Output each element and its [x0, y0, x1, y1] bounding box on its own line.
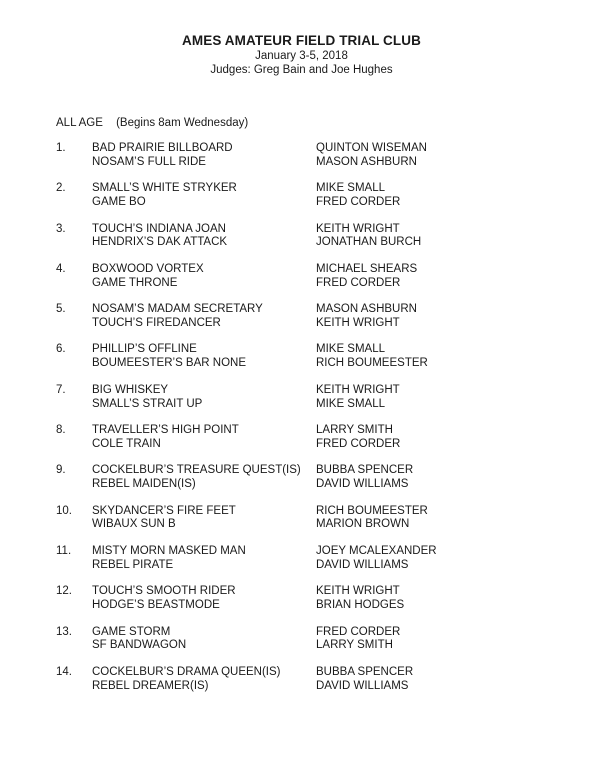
brace-number: 1. [56, 142, 66, 154]
dog-name: BIG WHISKEY [92, 383, 169, 396]
dog-name: TRAVELLER’S HIGH POINT [92, 424, 239, 437]
brace-number: 13. [56, 625, 72, 638]
dog-name: TOUCH’S FIREDANCER [92, 316, 221, 329]
brace-handlers [316, 223, 421, 251]
brace-dogs [92, 424, 239, 452]
brace-entry [0, 182, 603, 222]
brace-number: 7. [56, 383, 66, 396]
handler-name: KEITH WRIGHT [316, 222, 400, 235]
brace-dogs [92, 343, 246, 371]
handler-name: BRIAN HODGES [316, 599, 405, 612]
brace-dogs [92, 626, 186, 654]
brace-handlers [316, 626, 400, 654]
brace-number: 11. [56, 544, 72, 557]
dog-name: SKYDANCER’S FIRE FEET [92, 504, 236, 517]
brace-entry [0, 585, 603, 625]
brace-number: 3. [56, 222, 66, 235]
handler-name: RICH BOUMEESTER [316, 504, 428, 517]
brace-handlers [316, 585, 404, 613]
handler-name: DAVID WILLIAMS [316, 558, 409, 571]
brace-number: 2. [56, 182, 66, 195]
brace-number: 5. [56, 303, 66, 316]
handler-name: KEITH WRIGHT [316, 316, 400, 329]
brace-dogs [92, 464, 301, 492]
brace-entry [0, 223, 603, 263]
dog-name: SMALL’S STRAIT UP [92, 397, 203, 410]
handler-name: LARRY SMITH [316, 639, 393, 652]
brace-dogs [92, 223, 227, 251]
brace-entry [0, 464, 603, 504]
brace-entry [0, 626, 603, 666]
dog-name: GAME BO [92, 196, 146, 209]
judges-line: Judges: Greg Bain and Joe Hughes [210, 64, 393, 76]
brace-dogs [92, 666, 281, 694]
handler-name: MIKE SMALL [316, 343, 386, 356]
brace-handlers [316, 263, 417, 291]
brace-entry [0, 303, 603, 343]
handler-name: MIKE SMALL [316, 397, 386, 410]
dog-name: TOUCH’S SMOOTH RIDER [92, 585, 236, 598]
document-header [0, 33, 603, 77]
dog-name: TOUCH’S INDIANA JOAN [92, 222, 226, 235]
brace-dogs [92, 384, 202, 412]
handler-name: MARION BROWN [316, 518, 410, 531]
brace-entry [0, 142, 603, 182]
dog-name: REBEL PIRATE [92, 558, 174, 571]
handler-name: JONATHAN BURCH [316, 236, 422, 249]
dog-name: HODGE’S BEASTMODE [92, 599, 220, 612]
dog-name: GAME THRONE [92, 276, 178, 289]
brace-number: 14. [56, 665, 72, 678]
brace-entry [0, 384, 603, 424]
brace-dogs [92, 303, 263, 331]
stake-name: ALL AGE [56, 117, 103, 129]
handler-name: JOEY MCALEXANDER [316, 544, 437, 557]
brace-number: 9. [56, 464, 66, 477]
dog-name: PHILLIP’S OFFLINE [92, 343, 197, 356]
brace-entry [0, 263, 603, 303]
handler-name: BUBBA SPENCER [316, 464, 414, 477]
brace-handlers [316, 666, 413, 694]
brace-handlers [316, 384, 400, 412]
dog-name: REBEL DREAMER(IS) [92, 679, 209, 692]
brace-dogs [92, 505, 236, 533]
dog-name: COCKELBUR’S DRAMA QUEEN(IS) [92, 665, 281, 678]
handler-name: MICHAEL SHEARS [316, 262, 418, 275]
handler-name: FRED CORDER [316, 437, 401, 450]
trial-dates: January 3-5, 2018 [255, 50, 348, 62]
brace-number: 8. [56, 424, 66, 437]
brace-handlers [316, 424, 400, 452]
dog-name: BOUMEESTER’S BAR NONE [92, 357, 246, 370]
handler-name: DAVID WILLIAMS [316, 679, 409, 692]
handler-name: MASON ASHBURN [316, 303, 417, 316]
dog-name: GAME STORM [92, 625, 171, 638]
brace-dogs [92, 182, 237, 210]
brace-handlers [316, 545, 437, 573]
handler-name: DAVID WILLIAMS [316, 478, 409, 491]
dog-name: COCKELBUR’S TREASURE QUEST(IS) [92, 464, 301, 477]
brace-handlers [316, 182, 400, 210]
brace-entry [0, 505, 603, 545]
dog-name: BAD PRAIRIE BILLBOARD [92, 142, 233, 154]
handler-name: FRED CORDER [316, 625, 401, 638]
brace-entry [0, 424, 603, 464]
dog-name: COLE TRAIN [92, 437, 161, 450]
handler-name: RICH BOUMEESTER [316, 357, 428, 370]
stake-heading [56, 116, 248, 130]
dog-name: SMALL’S WHITE STRYKER [92, 182, 237, 195]
handler-name: KEITH WRIGHT [316, 585, 400, 598]
dog-name: NOSAM’S MADAM SECRETARY [92, 303, 263, 316]
handler-name: MIKE SMALL [316, 182, 386, 195]
brace-entry [0, 666, 603, 706]
brace-entry [0, 545, 603, 585]
dog-name: WIBAUX SUN B [92, 518, 176, 531]
dog-name: MISTY MORN MASKED MAN [92, 544, 246, 557]
dog-name: SF BANDWAGON [92, 639, 187, 652]
brace-number: 10. [56, 504, 72, 517]
dog-name: BOXWOOD VORTEX [92, 262, 204, 275]
brace-dogs [92, 545, 246, 573]
brace-list [0, 142, 603, 706]
dog-name: HENDRIX’S DAK ATTACK [92, 236, 228, 249]
handler-name: QUINTON WISEMAN [316, 142, 427, 154]
brace-entry [0, 343, 603, 383]
handler-name: FRED CORDER [316, 276, 401, 289]
stake-start-note: (Begins 8am Wednesday) [116, 117, 249, 129]
brace-number: 6. [56, 343, 66, 356]
handler-name: MASON ASHBURN [316, 155, 417, 168]
dog-name: NOSAM’S FULL RIDE [92, 155, 206, 168]
brace-number: 12. [56, 585, 72, 598]
handler-name: LARRY SMITH [316, 424, 393, 437]
handler-name: KEITH WRIGHT [316, 383, 400, 396]
handler-name: FRED CORDER [316, 196, 401, 209]
brace-handlers [316, 505, 428, 533]
dog-name: REBEL MAIDEN(IS) [92, 478, 196, 491]
brace-handlers [316, 343, 428, 371]
brace-dogs [92, 142, 233, 170]
brace-number: 4. [56, 262, 66, 275]
brace-dogs [92, 585, 236, 613]
brace-handlers [316, 303, 417, 331]
club-title: AMES AMATEUR FIELD TRIAL CLUB [182, 33, 421, 48]
brace-dogs [92, 263, 204, 291]
brace-handlers [316, 142, 427, 170]
brace-handlers [316, 464, 413, 492]
handler-name: BUBBA SPENCER [316, 665, 414, 678]
